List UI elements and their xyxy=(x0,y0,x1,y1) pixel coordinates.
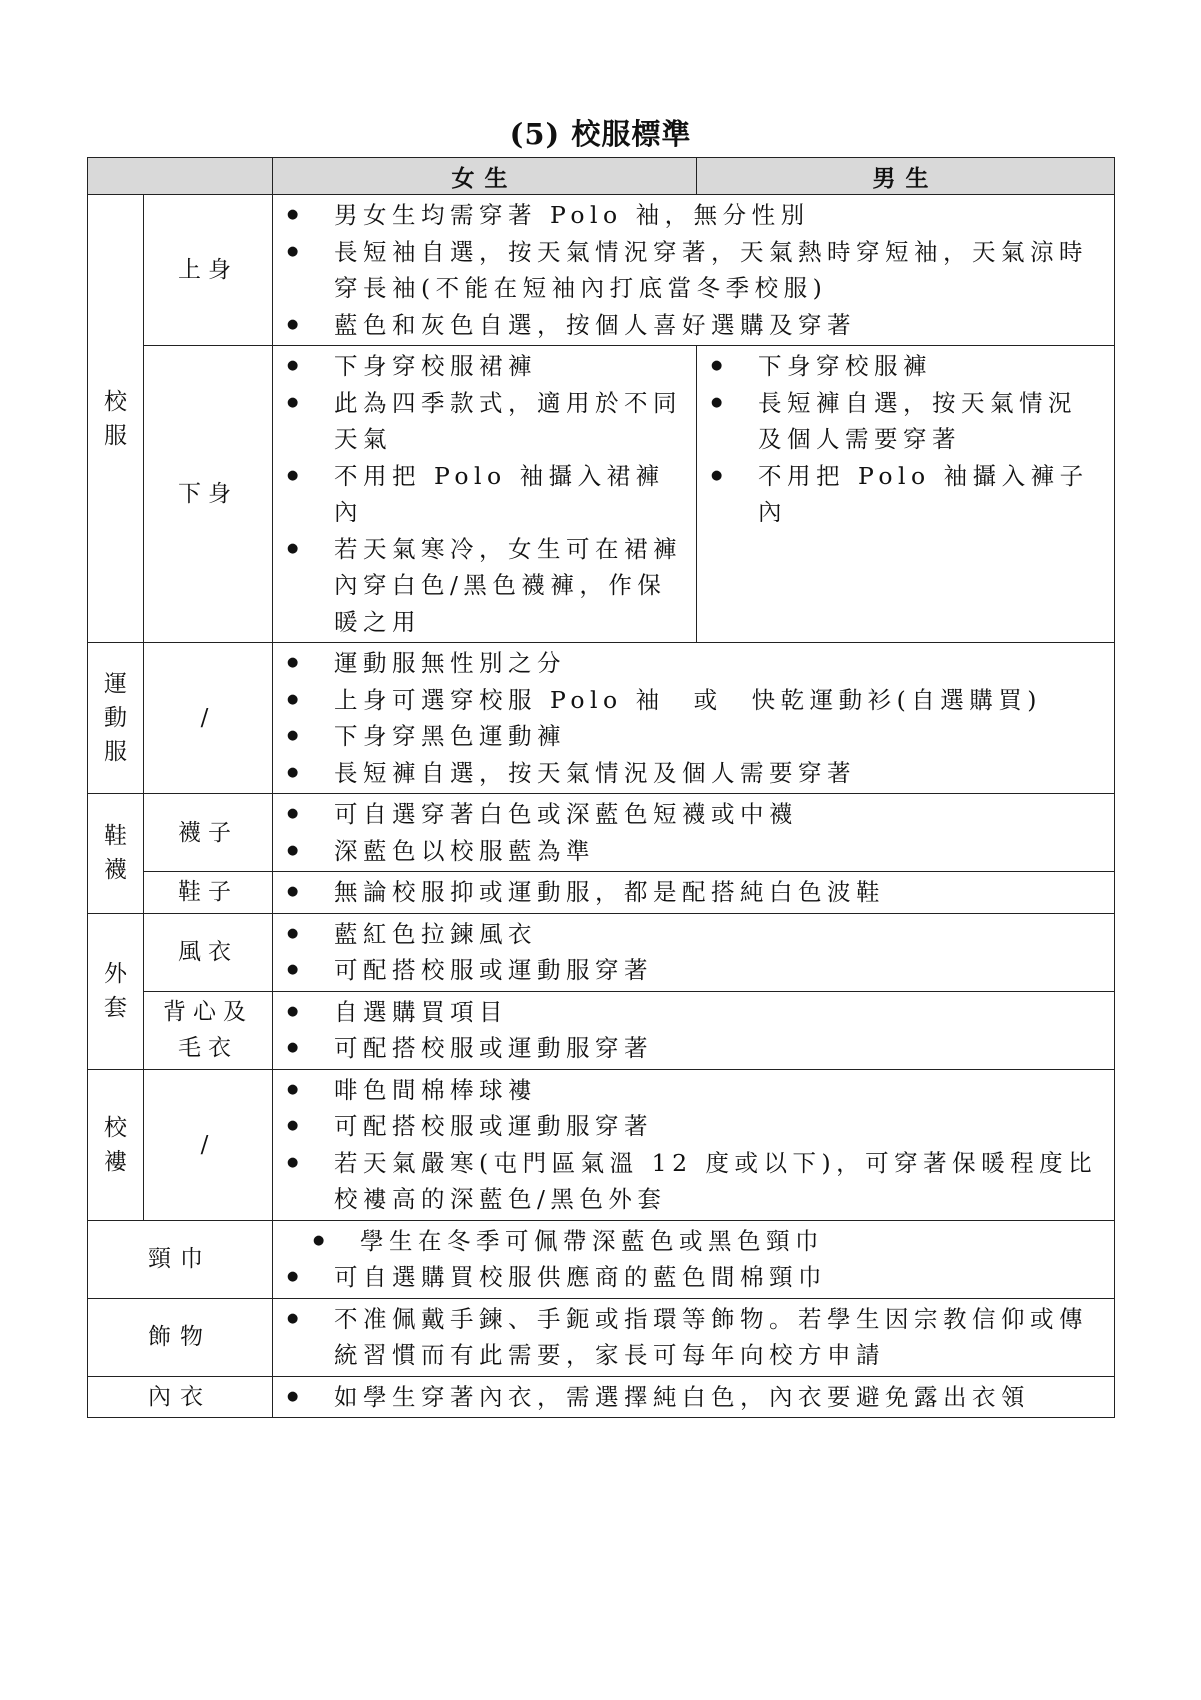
underwear-row xyxy=(88,1376,1115,1418)
vest-row xyxy=(88,991,1115,1069)
outerwear-category-label: 外套 xyxy=(104,961,127,1021)
scarf-label: 頸巾 xyxy=(88,1220,273,1298)
header-blank-cell xyxy=(88,158,273,195)
header-female: 女生 xyxy=(273,158,697,195)
jacket-row xyxy=(88,1069,1115,1220)
uniform-lower-female-content xyxy=(273,346,697,643)
list-item: ● 長短褲自選，按天氣情況及個人需要穿著 xyxy=(287,755,1102,792)
uniform-upper-row xyxy=(88,195,1115,346)
list-item: ● 藍色和灰色自選，按個人喜好選購及穿著 xyxy=(287,307,1102,344)
list-item: ● 無論校服抑或運動服，都是配搭純白色波鞋 xyxy=(287,874,1102,911)
shoes-socks-category-cell xyxy=(88,794,144,914)
list-item: ● 長短褲自選，按天氣情況及個人需要穿著 xyxy=(711,385,1102,458)
list-item: ● 下身穿黑色運動褲 xyxy=(287,718,1102,755)
windbreaker-content xyxy=(273,913,1115,991)
sportswear-category-cell xyxy=(88,643,144,794)
list-item: ● 可配搭校服或運動服穿著 xyxy=(287,952,1102,989)
list-item: ● 不用把 Polo 袖攝入裙褲內 xyxy=(287,458,684,531)
scarf-row xyxy=(88,1220,1115,1298)
uniform-upper-label: 上身 xyxy=(144,195,273,346)
uniform-lower-male-list xyxy=(697,346,1114,533)
uniform-upper-list xyxy=(273,195,1114,345)
list-item: ● 下身穿校服裙褲 xyxy=(287,348,684,385)
vest-content xyxy=(273,991,1115,1069)
sportswear-sub-label: / xyxy=(144,643,273,794)
list-item: ● 若天氣嚴寒(屯門區氣溫 12 度或以下)，可穿著保暖程度比校褸高的深藍色/黑色外套 xyxy=(287,1145,1102,1218)
list-item: ● 不用把 Polo 袖攝入褲子內 xyxy=(711,458,1102,531)
list-item: ● 運動服無性別之分 xyxy=(287,645,1102,682)
socks-label: 襪子 xyxy=(144,794,273,872)
vest-list xyxy=(273,992,1114,1069)
uniform-standard-table xyxy=(87,157,1115,1418)
socks-row xyxy=(88,794,1115,872)
jacket-list xyxy=(273,1070,1114,1220)
list-item: ● 藍紅色拉鍊風衣 xyxy=(287,916,1102,953)
jacket-category-label: 校褸 xyxy=(104,1114,127,1175)
header-male: 男生 xyxy=(697,158,1115,195)
list-item: ● 如學生穿著內衣，需選擇純白色，內衣要避免露出衣領 xyxy=(287,1379,1102,1416)
windbreaker-list xyxy=(273,914,1114,991)
list-item: ● 深藍色以校服藍為準 xyxy=(287,833,1102,870)
windbreaker-label: 風衣 xyxy=(144,913,273,991)
list-item: ● 男女生均需穿著 Polo 袖，無分性別 xyxy=(287,197,1102,234)
underwear-list xyxy=(273,1377,1114,1418)
socks-list xyxy=(273,794,1114,871)
list-item: ● 自選購買項目 xyxy=(287,994,1102,1031)
list-item: ● 可配搭校服或運動服穿著 xyxy=(287,1108,1102,1145)
list-item: ● 長短袖自選，按天氣情況穿著，天氣熱時穿短袖，天氣涼時穿長袖(不能在短袖內打底當冬季校服) xyxy=(287,234,1102,307)
shoes-socks-category-label: 鞋襪 xyxy=(104,823,127,884)
windbreaker-row xyxy=(88,913,1115,991)
uniform-lower-label: 下身 xyxy=(144,346,273,643)
uniform-lower-female-list xyxy=(273,346,696,642)
scarf-list xyxy=(273,1221,1114,1298)
list-item: ● 下身穿校服褲 xyxy=(711,348,1102,385)
uniform-upper-content xyxy=(273,195,1115,346)
accessories-list xyxy=(273,1299,1114,1376)
list-item: ● 不准佩戴手鍊、手鈪或指環等飾物。若學生因宗教信仰或傳統習慣而有此需要，家長可每年向校方申請 xyxy=(287,1301,1102,1374)
list-item: ● 若天氣寒冷，女生可在裙褲內穿白色/黑色襪褲，作保暖之用 xyxy=(287,531,684,641)
uniform-lower-male-content xyxy=(697,346,1115,643)
list-item: ● 此為四季款式，適用於不同天氣 xyxy=(287,385,684,458)
jacket-sub-label: / xyxy=(144,1069,273,1220)
sportswear-content xyxy=(273,643,1115,794)
jacket-category-cell xyxy=(88,1069,144,1220)
sportswear-list xyxy=(273,643,1114,793)
accessories-content xyxy=(273,1298,1115,1376)
list-item: ● 上身可選穿校服 Polo 袖 或 快乾運動衫(自選購買) xyxy=(287,682,1102,719)
shoes-content xyxy=(273,872,1115,914)
header-row xyxy=(88,158,1115,195)
underwear-label: 內衣 xyxy=(88,1376,273,1418)
accessories-row xyxy=(88,1298,1115,1376)
uniform-lower-row xyxy=(88,346,1115,643)
outerwear-category-cell xyxy=(88,913,144,1069)
scarf-content xyxy=(273,1220,1115,1298)
uniform-category-cell xyxy=(88,195,144,643)
list-item: ● 可配搭校服或運動服穿著 xyxy=(287,1030,1102,1067)
shoes-label: 鞋子 xyxy=(144,872,273,914)
socks-content xyxy=(273,794,1115,872)
vest-label: 背心及毛衣 xyxy=(144,991,273,1069)
shoes-list xyxy=(273,872,1114,913)
page-title: (5) 校服標準 xyxy=(509,117,692,151)
sportswear-category-label: 運動服 xyxy=(104,671,127,765)
list-item: ● 啡色間棉棒球褸 xyxy=(287,1072,1102,1109)
underwear-content xyxy=(273,1376,1115,1418)
sportswear-row xyxy=(88,643,1115,794)
list-item: ● 可自選購買校服供應商的藍色間棉頸巾 xyxy=(287,1259,1102,1296)
shoes-row xyxy=(88,872,1115,914)
accessories-label: 飾物 xyxy=(88,1298,273,1376)
uniform-category-label: 校服 xyxy=(104,388,127,449)
list-item: ● 學生在冬季可佩帶深藍色或黑色頸巾 xyxy=(313,1223,1102,1260)
jacket-content xyxy=(273,1069,1115,1220)
list-item: ● 可自選穿著白色或深藍色短襪或中襪 xyxy=(287,796,1102,833)
